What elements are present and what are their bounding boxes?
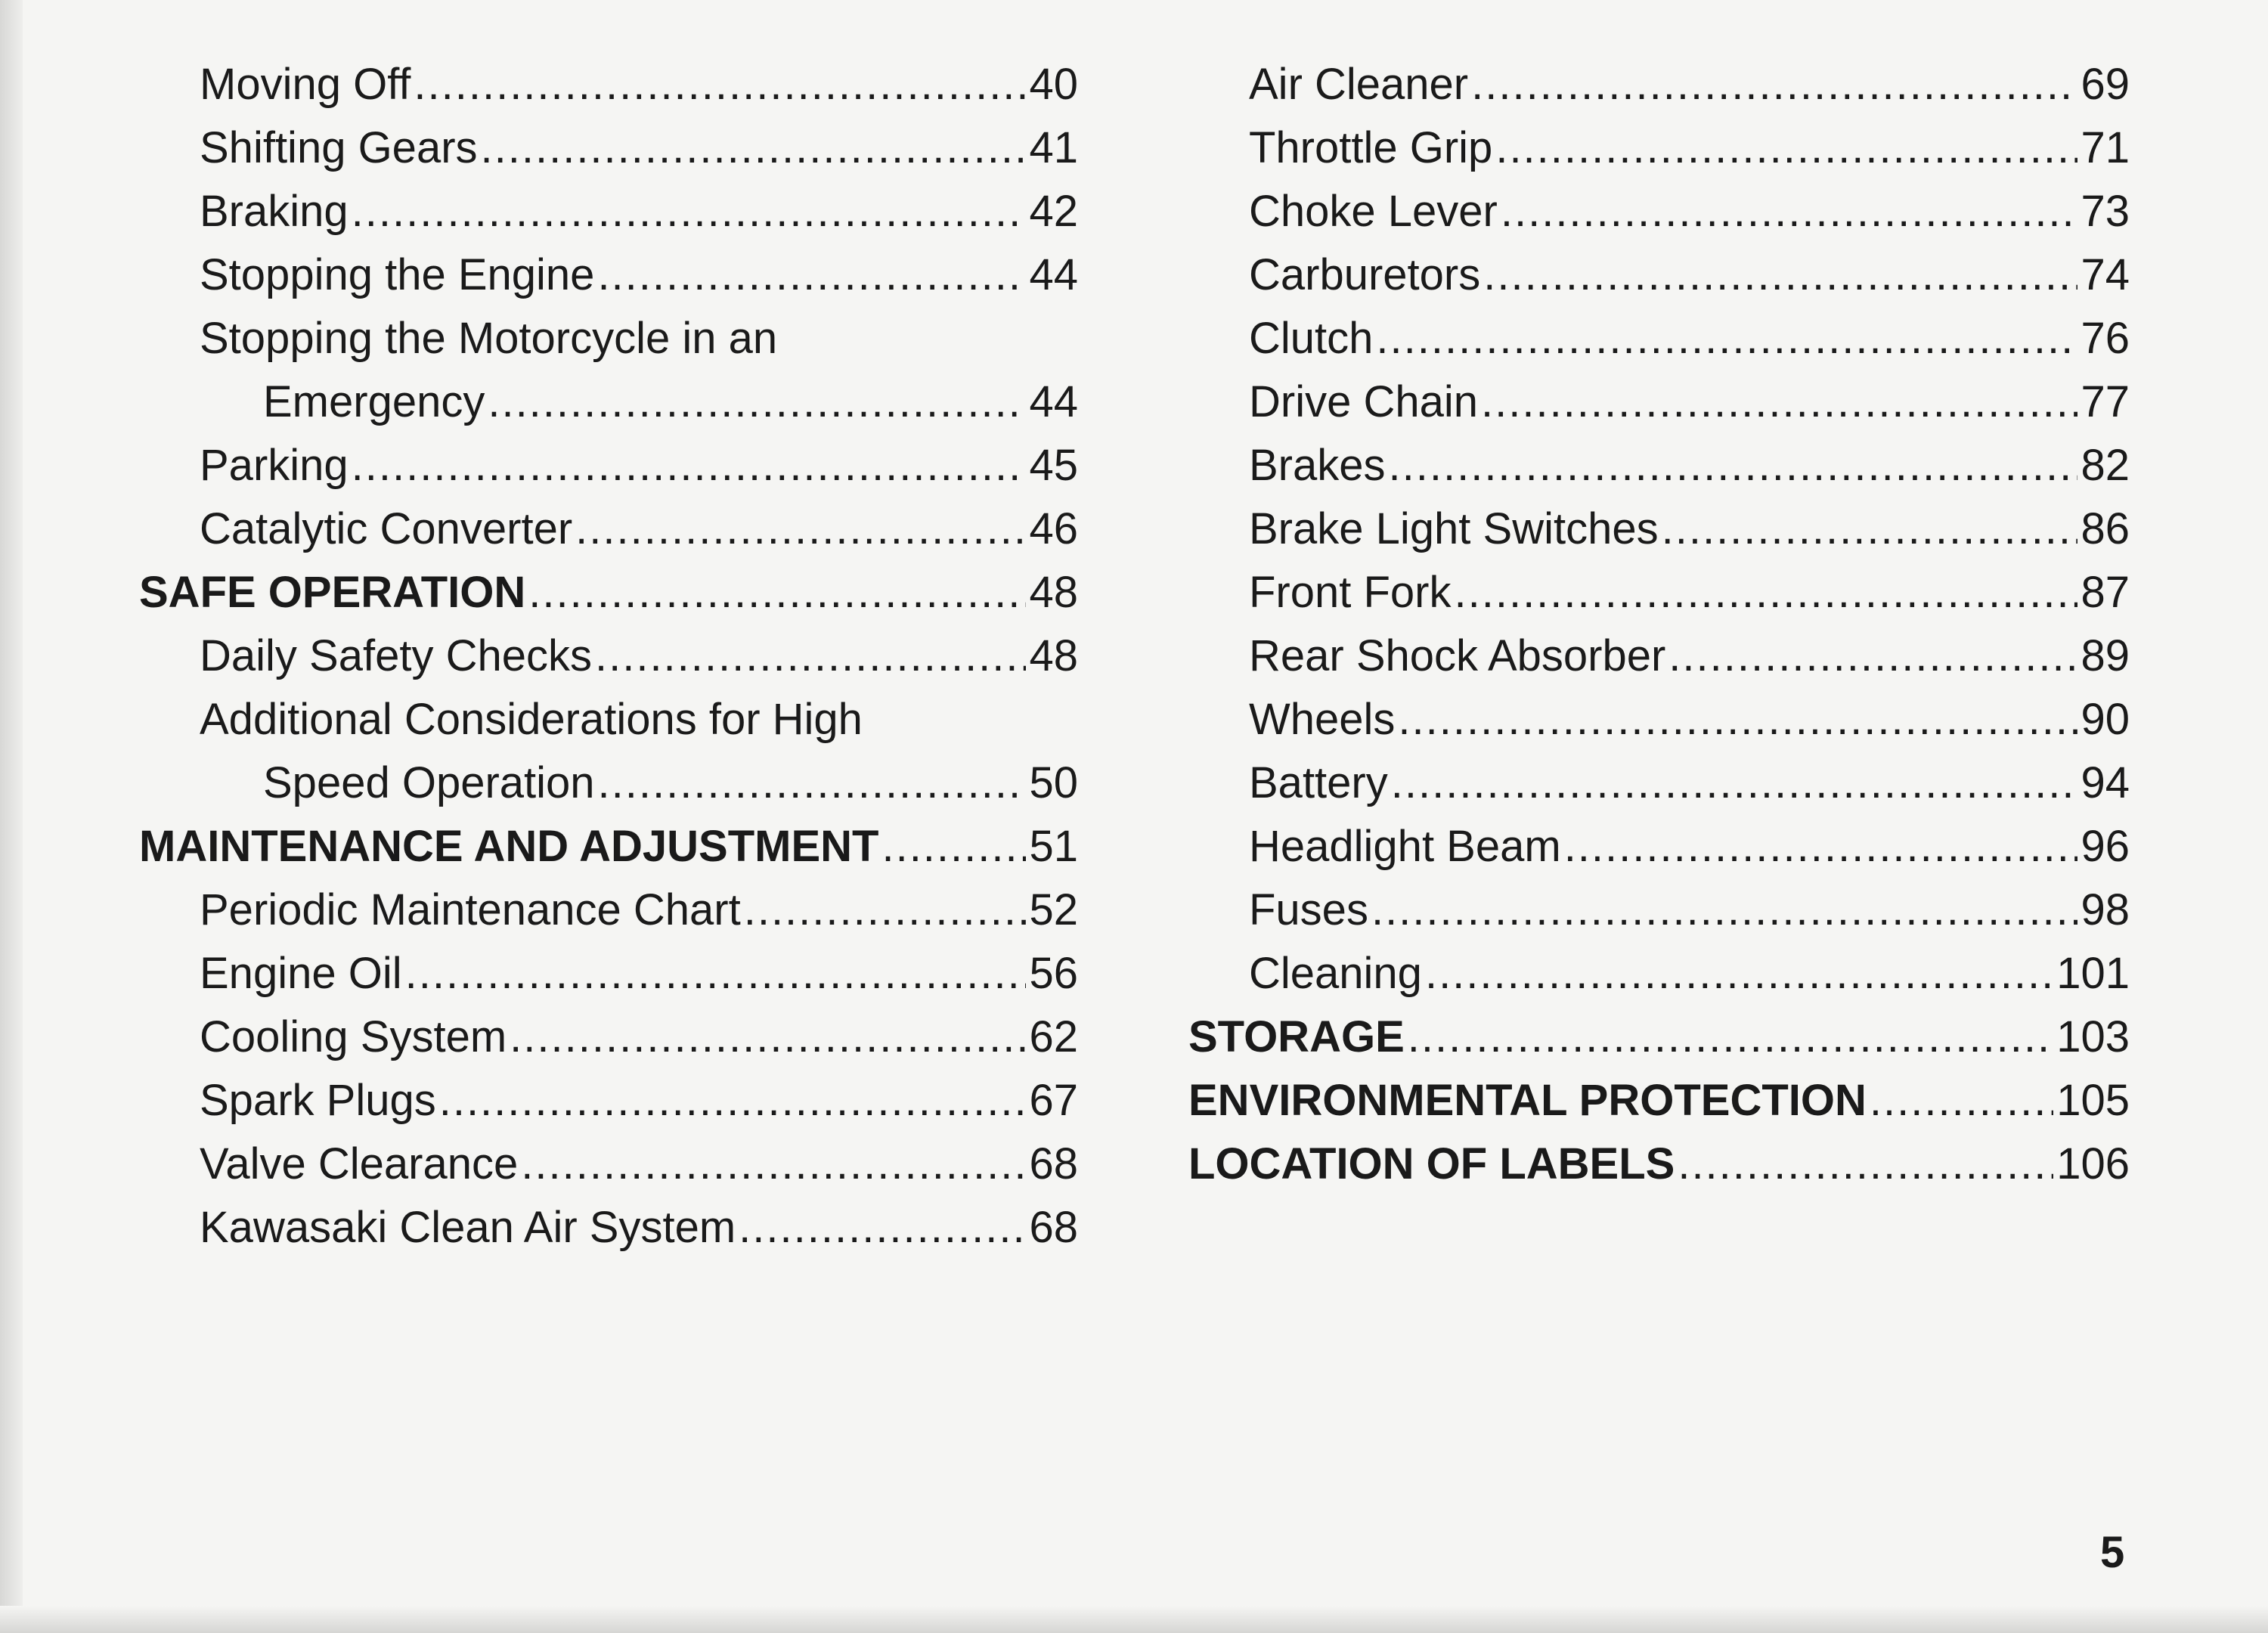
- toc-page-number: 86: [2081, 504, 2130, 553]
- toc-entry: [139, 751, 1078, 815]
- toc-page-number: 76: [2081, 314, 2130, 363]
- toc-page-number: 98: [2081, 885, 2130, 934]
- toc-entry-label: Shifting Gears: [200, 123, 478, 172]
- toc-leader-dots: [1391, 751, 2078, 815]
- toc-entry: [139, 243, 1078, 307]
- toc-page-number: 46: [1029, 504, 1078, 553]
- toc-leader-dots: [352, 180, 1027, 243]
- toc-entry-label: Brakes: [1249, 441, 1386, 490]
- toc-left-column: [139, 53, 1078, 1260]
- toc-entry-label: Drive Chain: [1249, 377, 1478, 426]
- toc-page-number: 40: [1029, 60, 1078, 109]
- toc-leader-dots: [405, 942, 1027, 1006]
- toc-entry: [1188, 561, 2130, 624]
- toc-section-heading: [1188, 1133, 2130, 1196]
- toc-leader-dots: [414, 53, 1026, 116]
- toc-entry: [139, 497, 1078, 561]
- toc-entry: [1188, 180, 2130, 243]
- toc-entry: [139, 942, 1078, 1006]
- toc-entry-label: Cleaning: [1249, 949, 1422, 998]
- toc-page-number: 44: [1029, 377, 1078, 426]
- toc-entry-label: Additional Considerations for High: [200, 695, 863, 744]
- toc-page-number: 106: [2056, 1139, 2130, 1188]
- toc-entry-label: Choke Lever: [1249, 187, 1498, 236]
- toc-entry: [1188, 243, 2130, 307]
- page-bottom-shadow: [0, 1606, 2268, 1633]
- toc-entry-label: Moving Off: [200, 60, 411, 109]
- toc-entry: [1188, 624, 2130, 688]
- toc-entry: [139, 688, 1078, 751]
- toc-leader-dots: [1662, 497, 2078, 561]
- toc-entry-label: ENVIRONMENTAL PROTECTION: [1188, 1076, 1867, 1125]
- toc-entry-label: Rear Shock Absorber: [1249, 631, 1666, 680]
- toc-entry-label: Brake Light Switches: [1249, 504, 1659, 553]
- page-left-shadow: [0, 0, 23, 1633]
- toc-entry: [1188, 53, 2130, 116]
- toc-page-number: 96: [2081, 822, 2130, 871]
- toc-leader-dots: [744, 878, 1027, 942]
- toc-page-number: 82: [2081, 441, 2130, 490]
- toc-entry-label: Emergency: [263, 377, 485, 426]
- toc-page-number: 52: [1029, 885, 1078, 934]
- toc-entry: [139, 1133, 1078, 1196]
- toc-entry: [1188, 815, 2130, 878]
- toc-page-number: 50: [1029, 758, 1078, 807]
- toc-leader-dots: [1408, 1006, 2053, 1069]
- toc-entry-label: Cooling System: [200, 1012, 507, 1061]
- toc-leader-dots: [1495, 116, 2077, 180]
- toc-page-number: 68: [1029, 1203, 1078, 1252]
- toc-entry: [1188, 688, 2130, 751]
- toc-leader-dots: [1371, 878, 2078, 942]
- toc-entry-label: Catalytic Converter: [200, 504, 573, 553]
- toc-section-heading: [1188, 1006, 2130, 1069]
- toc-section-heading: [1188, 1069, 2130, 1133]
- toc-entry-label: Air Cleaner: [1249, 60, 1469, 109]
- toc-leader-dots: [488, 370, 1026, 434]
- toc-leader-dots: [1425, 942, 2053, 1006]
- toc-leader-dots: [1501, 180, 2078, 243]
- toc-entry-label: Periodic Maintenance Chart: [200, 885, 741, 934]
- toc-entry: [1188, 370, 2130, 434]
- toc-section-heading: [139, 815, 1078, 878]
- toc-section-heading: [139, 561, 1078, 624]
- toc-entry: [139, 180, 1078, 243]
- toc-entry: [139, 53, 1078, 116]
- toc-entry-label: Engine Oil: [200, 949, 402, 998]
- toc-leader-dots: [597, 243, 1026, 307]
- toc-entry-label: Headlight Beam: [1249, 822, 1561, 871]
- toc-entry: [1188, 751, 2130, 815]
- toc-leader-dots: [1483, 243, 2077, 307]
- toc-leader-dots: [1668, 624, 2077, 688]
- toc-entry-label: Stopping the Motorcycle in an: [200, 314, 778, 363]
- toc-leader-dots: [575, 497, 1026, 561]
- toc-leader-dots: [439, 1069, 1027, 1133]
- toc-leader-dots: [1870, 1069, 2053, 1133]
- toc-page-number: 103: [2056, 1012, 2130, 1061]
- toc-leader-dots: [1398, 688, 2077, 751]
- toc-entry: [139, 624, 1078, 688]
- toc-leader-dots: [1481, 370, 2077, 434]
- toc-entry: [139, 878, 1078, 942]
- toc-leader-dots: [1564, 815, 2078, 878]
- toc-page-number: 101: [2056, 949, 2130, 998]
- toc-leader-dots: [1376, 307, 2077, 370]
- toc-leader-dots: [739, 1196, 1026, 1260]
- toc-page-number: 94: [2081, 758, 2130, 807]
- toc-entry-label: Braking: [200, 187, 349, 236]
- toc-page-number: 71: [2081, 123, 2130, 172]
- toc-page-number: 90: [2081, 695, 2130, 744]
- toc-entry: [139, 1196, 1078, 1260]
- toc-leader-dots: [521, 1133, 1026, 1196]
- toc-page-number: 69: [2081, 60, 2130, 109]
- toc-right-column: [1188, 53, 2130, 1196]
- toc-page-number: 56: [1029, 949, 1078, 998]
- toc-page-number: 42: [1029, 187, 1078, 236]
- toc-entry: [1188, 434, 2130, 497]
- toc-entry: [139, 307, 1078, 370]
- toc-entry-label: Valve Clearance: [200, 1139, 519, 1188]
- toc-leader-dots: [595, 624, 1027, 688]
- toc-entry-label: LOCATION OF LABELS: [1188, 1139, 1675, 1188]
- toc-entry-label: Spark Plugs: [200, 1076, 436, 1125]
- toc-entry-label: Clutch: [1249, 314, 1374, 363]
- toc-entry-label: Front Fork: [1249, 568, 1452, 617]
- toc-entry: [1188, 307, 2130, 370]
- toc-entry: [139, 370, 1078, 434]
- toc-entry: [139, 1069, 1078, 1133]
- toc-entry-label: Wheels: [1249, 695, 1396, 744]
- toc-entry-label: Fuses: [1249, 885, 1368, 934]
- toc-entry: [139, 1006, 1078, 1069]
- toc-leader-dots: [1455, 561, 2078, 624]
- toc-leader-dots: [1471, 53, 2077, 116]
- toc-page-number: 67: [1029, 1076, 1078, 1125]
- toc-page-number: 105: [2056, 1076, 2130, 1125]
- toc-entry-label: Battery: [1249, 758, 1388, 807]
- toc-page-number: 89: [2081, 631, 2130, 680]
- toc-page-number: 48: [1029, 568, 1078, 617]
- toc-entry: [139, 434, 1078, 497]
- toc-entry: [139, 116, 1078, 180]
- toc-page-number: 44: [1029, 250, 1078, 299]
- toc-leader-dots: [352, 434, 1027, 497]
- toc-entry-label: Carburetors: [1249, 250, 1481, 299]
- toc-page-number: 74: [2081, 250, 2130, 299]
- toc-page-number: 77: [2081, 377, 2130, 426]
- toc-page-number: 51: [1029, 822, 1078, 871]
- toc-page-number: 45: [1029, 441, 1078, 490]
- toc-page-number: 87: [2081, 568, 2130, 617]
- toc-entry-label: Speed Operation: [263, 758, 595, 807]
- toc-leader-dots: [881, 815, 1026, 878]
- toc-entry-label: Parking: [200, 441, 349, 490]
- toc-entry-label: Kawasaki Clean Air System: [200, 1203, 736, 1252]
- toc-leader-dots: [1389, 434, 2078, 497]
- toc-entry-label: SAFE OPERATION: [139, 568, 526, 617]
- toc-entry-label: Throttle Grip: [1249, 123, 1493, 172]
- toc-entry: [1188, 942, 2130, 1006]
- toc-leader-dots: [598, 751, 1027, 815]
- toc-leader-dots: [1678, 1133, 2053, 1196]
- toc-entry-label: STORAGE: [1188, 1012, 1405, 1061]
- toc-page-number: 41: [1029, 123, 1078, 172]
- toc-leader-dots: [528, 561, 1026, 624]
- toc-leader-dots: [510, 1006, 1026, 1069]
- toc-entry: [1188, 497, 2130, 561]
- toc-entry: [1188, 116, 2130, 180]
- toc-entry-label: Stopping the Engine: [200, 250, 595, 299]
- toc-page-number: 48: [1029, 631, 1078, 680]
- toc-entry-label: Daily Safety Checks: [200, 631, 592, 680]
- toc-leader-dots: [481, 116, 1027, 180]
- toc-page-number: 68: [1029, 1139, 1078, 1188]
- page-number: 5: [2100, 1528, 2125, 1577]
- toc-entry: [1188, 878, 2130, 942]
- toc-entry-label: MAINTENANCE AND ADJUSTMENT: [139, 822, 879, 871]
- toc-page-number: 62: [1029, 1012, 1078, 1061]
- toc-page-number: 73: [2081, 187, 2130, 236]
